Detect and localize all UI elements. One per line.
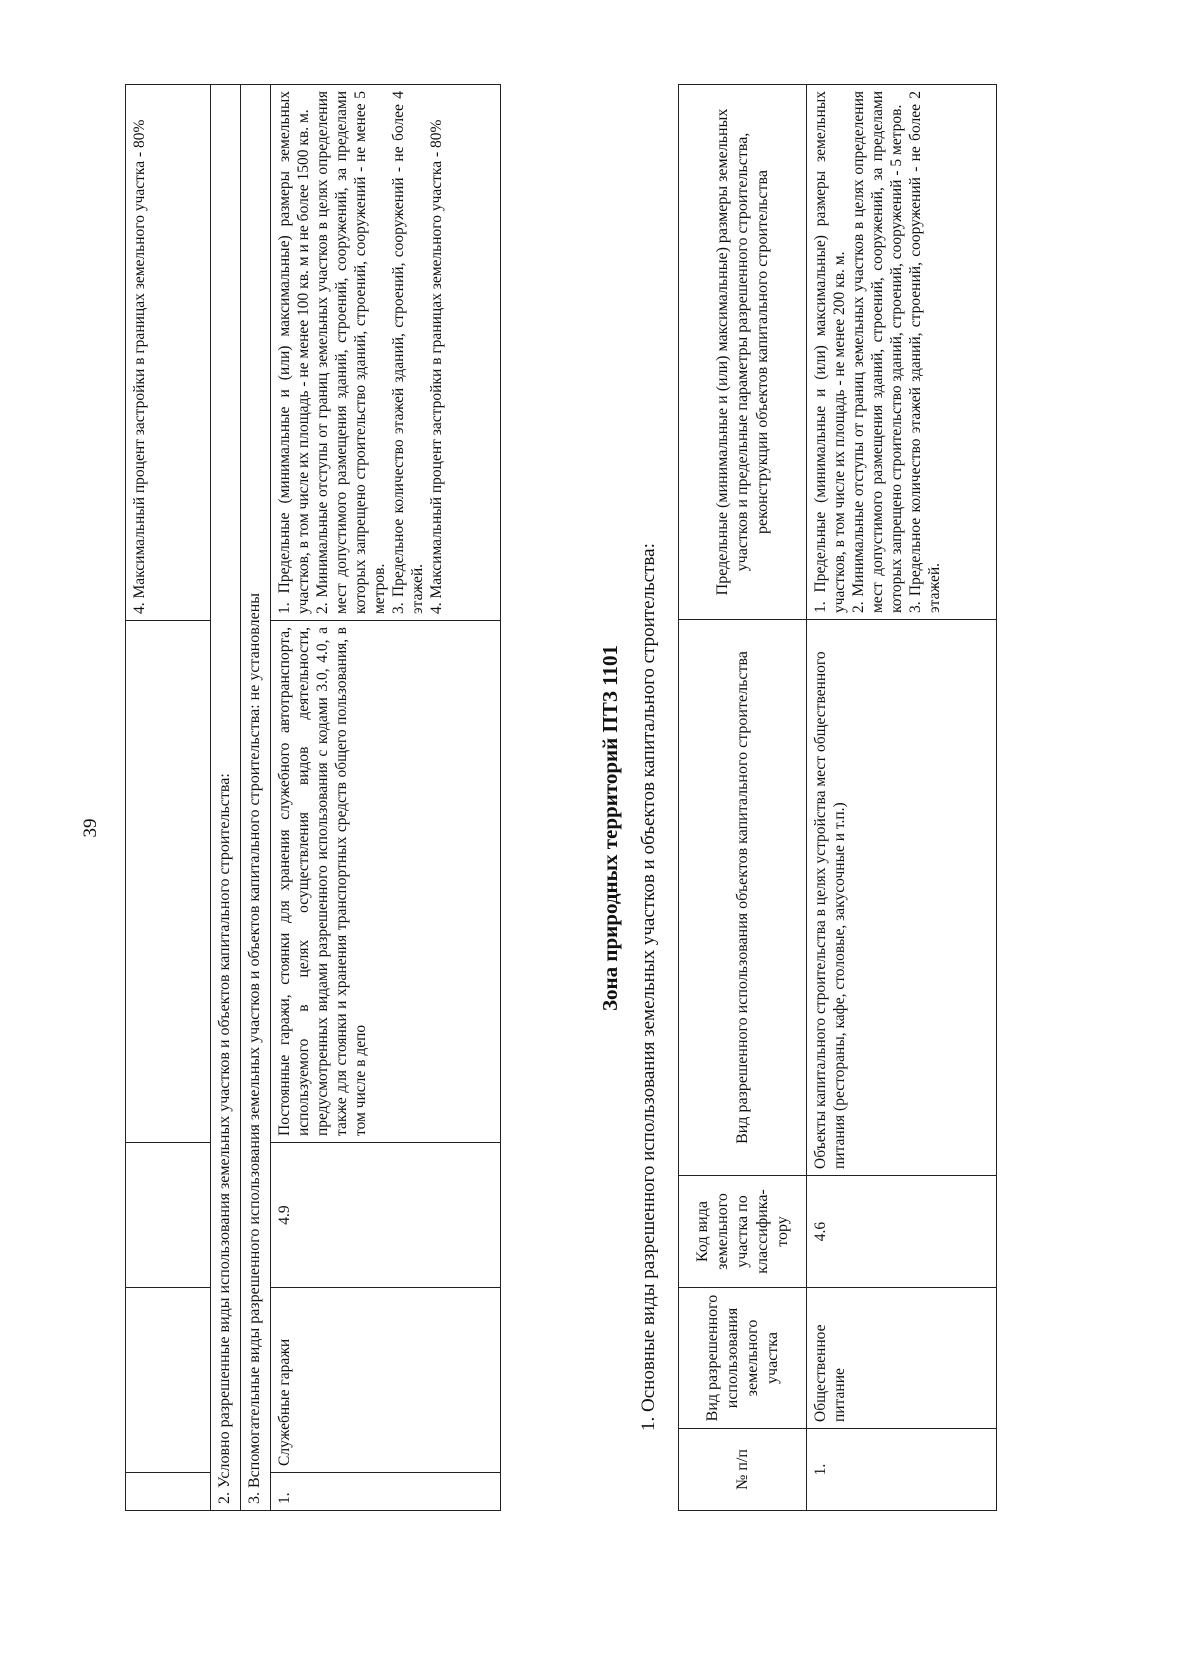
page-number: 39 xyxy=(80,818,101,838)
table-cell xyxy=(126,1143,211,1288)
regulations-table-continued xyxy=(125,84,501,1511)
table-cell xyxy=(126,621,211,1143)
table-row xyxy=(807,85,997,1511)
object-use-description: Объекты капитального строительства в целях устройства мест общественного питания (рестораны, кафе, столовые, закусочные и т.п.) xyxy=(807,620,997,1176)
table-row xyxy=(241,85,271,1511)
table-row xyxy=(126,85,211,1511)
regulations-table xyxy=(678,84,997,1511)
header-land-use-type: Вид разрешенного использования земельного участка xyxy=(679,1288,807,1429)
params-cell xyxy=(807,85,997,620)
params-cell xyxy=(271,85,501,621)
section-label-auxiliary: 3. Вспомогательные виды разрешенного использования земельных участков и объектов капитального строительства: не установлены xyxy=(241,85,271,1511)
param-cell: 4. Максимальный процент застройки в границах земельного участка - 80% xyxy=(126,85,211,621)
table-cell xyxy=(126,1288,211,1473)
row-number: 1. xyxy=(807,1429,997,1511)
land-use-type: Общественное питание xyxy=(807,1288,997,1429)
object-use-description: Постоянные гаражи, стоянки для хранения служебного автотранспорта, используемого в целях осуществления видов деятельности, предусмотренных видами разрешенного использования с кодами 3.0, 4.0, а также для стоянки и хранения транспортных средств общего пользования, в том числе в депо xyxy=(271,621,501,1143)
param-item: 2. Минимальные отступы от границ земельных участков в целях определения мест допустимого размещения зданий, строений, сооружений, за пределами которых запрещено строительство зданий, строений, сооружений - не менее 5 метров. xyxy=(314,91,388,614)
land-use-type: Служебные гаражи xyxy=(271,1288,501,1473)
table-row xyxy=(271,85,501,1511)
classifier-code: 4.6 xyxy=(807,1176,997,1288)
zone-title: Зона природных территорий ПТЗ 1101 xyxy=(598,644,622,1012)
section-title: 1. Основные виды разрешенного использования земельных участков и объектов капитального строительства: xyxy=(638,543,659,1431)
table-cell xyxy=(126,1473,211,1511)
header-params: Предельные (минимальные и (или) максимальные) размеры земельных участков и предельные параметры разрешенного строительства, реконструкции объектов капитального строительства xyxy=(679,85,807,620)
param-item: 3. Предельное количество этажей зданий, строений, сооружений - не более 4 этажей. xyxy=(390,91,426,614)
section-label-conditional: 2. Условно разрешенные виды использования земельных участков и объектов капитального строительства: xyxy=(211,85,241,1511)
param-item: 2. Минимальные отступы от границ земельных участков в целях определения мест допустимого размещения зданий, строений, сооружений, за пределами которых запрещено строительство зданий, строений, сооружений - 5 метров. xyxy=(850,91,905,613)
row-number: 1. xyxy=(271,1473,501,1511)
param-item: 4. Максимальный процент застройки в границах земельного участка - 80% xyxy=(428,119,445,614)
param-item: 1. Предельные (минимальные и (или) максимальные) размеры земельных участков, в том числе их площадь - не менее 200 кв. м. xyxy=(812,91,848,613)
header-num: № п/п xyxy=(679,1429,807,1511)
param-item: 3. Предельное количество этажей зданий, строений, сооружений - не более 2 этажей. xyxy=(907,91,943,613)
header-object-use-type: Вид разрешенного использования объектов капитального строительства xyxy=(679,620,807,1176)
table-header-row xyxy=(679,85,807,1511)
param-item: 1. Предельные (минимальные и (или) максимальные) размеры земельных участков, в том числе их площадь - не менее 100 кв. м и не более 1500 кв. м. xyxy=(276,91,312,614)
classifier-code: 4.9 xyxy=(271,1143,501,1288)
table-row xyxy=(211,85,241,1511)
header-code: Код вида земельного участка по классифика-тору xyxy=(679,1176,807,1288)
